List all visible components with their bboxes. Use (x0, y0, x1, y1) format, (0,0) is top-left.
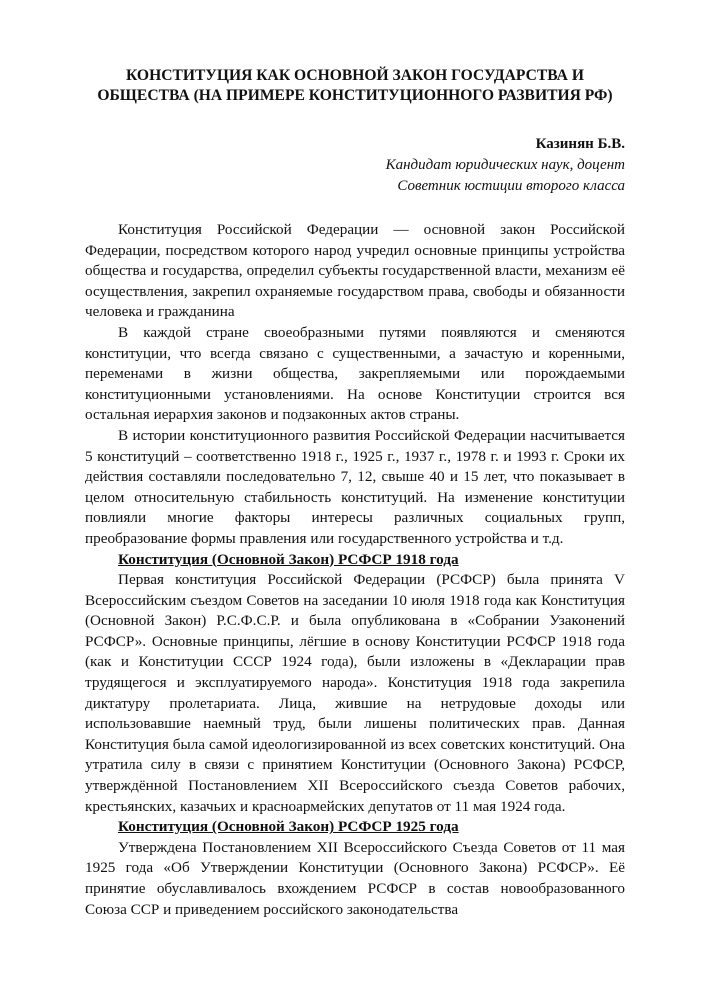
author-rank: Советник юстиции второго класса (397, 178, 625, 194)
paragraph-history: В истории конституционного развития Российской Федерации насчитывается 5 конституций – соответственно 1918 г., 1925 г., 1937 г., 1978 г. и 1993 г. Сроки их действия составляли последовательно 7, 12, свыше 40 и 15 лет, что показывает в целом относительную стабильность конституций. На изменение конституции повлияли многие факторы интересы различных социальных групп, преобразование формы правления или государственного устройства и т.д. (85, 426, 625, 547)
section-heading-1925: Конституция (Основной Закон) РСФСР 1925 года (118, 818, 459, 836)
author-block (85, 134, 625, 197)
paragraph-constitution-change: В каждой стране своеобразными путями появляются и сменяются конституции, что всегда связано с существенными, а зачастую и коренными, переменами в жизни общества, закрепляемыми или порождаемыми конституционными установлениями. На основе Конституции строится вся остальная иерархия законов и подзаконных актов страны. (85, 323, 625, 424)
paragraph-intro: Конституция Российской Федерации — основной закон Российской Федерации, посредством которого народ учредил основные принципы устройства общества и государства, определил субъекты государственной власти, механизм её осуществления, закрепил охраняемые государством права, свободы и обязанности человека и гражданина (85, 221, 625, 321)
section-heading-1918: Конституция (Основной Закон) РСФСР 1918 года (118, 550, 459, 568)
paragraph-1918: Первая конституция Российской Федерации (РСФСР) была принята V Всероссийским съездом Советов на заседании 10 июля 1918 года как Конституция (Основной Закон) Р.С.Ф.С.Р. и была опубликована в «Собрании Узаконений РСФСР». Основные принципы, лёгшие в основу Конституции РСФСР 1918 года (как и Конституции СССР 1924 года), были изложены в «Декларации прав трудящегося и эксплуатируемого народа». Конституция 1918 года закрепила диктатуру пролетариата. Лица, жившие на нетрудовые доходы или использовавшие наемный труд, были лишены политических прав. Данная Конституция была самой идеологизированной из всех советских конституций. Она утратила силу в связи с принятием Конституции (Основного Закона) РСФСР, утверждённой Постановлением XII Всероссийского съезда Советов рабочих, крестьянских, казачьих и красноармейских депутатов от 11 мая 1924 года. (85, 571, 625, 815)
document-body (85, 220, 625, 920)
document-page (85, 66, 625, 920)
document-title: КОНСТИТУЦИЯ КАК ОСНОВНОЙ ЗАКОН ГОСУДАРСТВА И ОБЩЕСТВА (НА ПРИМЕРЕ КОНСТИТУЦИОННОГО РАЗВИТИЯ РФ) (97, 67, 613, 104)
author-degree: Кандидат юридических наук, доцент (385, 157, 625, 173)
paragraph-1925: Утверждена Постановлением XII Всероссийского Съезда Советов от 11 мая 1925 года «Об Утверждении Конституции (Основного Закона) РСФСР». Её принятие обуславливалось вхождением РСФСР в состав новообразованного Союза ССР и приведением российского законодательства (85, 838, 625, 918)
author-name: Казинян Б.В. (535, 136, 625, 152)
